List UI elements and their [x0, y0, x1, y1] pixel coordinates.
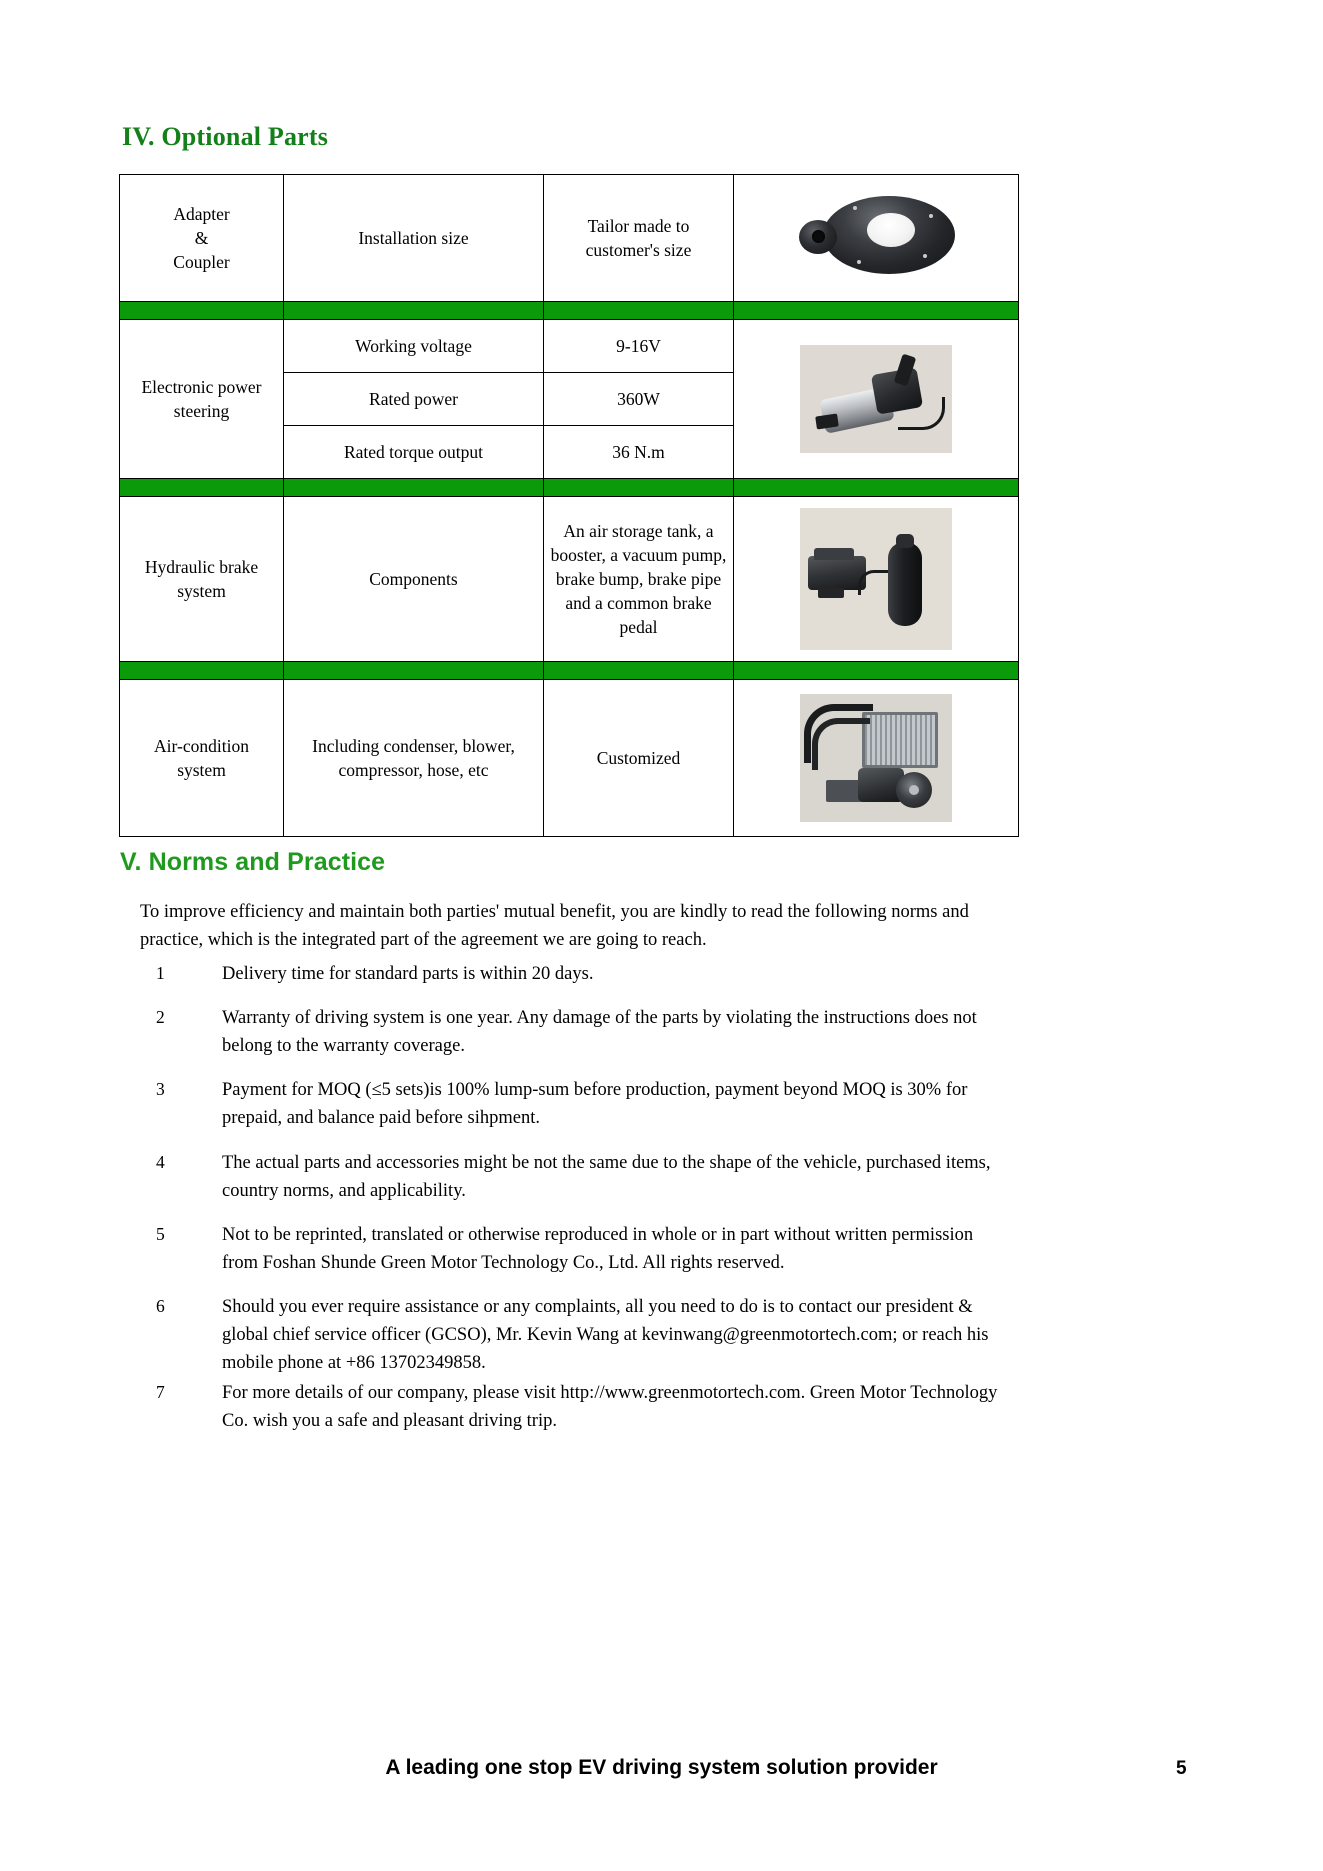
table-row [120, 497, 1019, 662]
section-heading-optional-parts: IV. Optional Parts [122, 122, 329, 151]
spec-cell: Rated torque output [284, 426, 544, 479]
list-item-text: Payment for MOQ (≤5 sets)is 100% lump-sum before production, payment beyond MOQ is 30% for prepaid, and balance paid before sihpment. [222, 1080, 968, 1129]
category-line: steering [173, 401, 230, 421]
value-cell: 9-16V [544, 320, 734, 373]
list-item [153, 1149, 1013, 1205]
spec-cell: Installation size [284, 175, 544, 302]
photo-cell [734, 320, 1019, 479]
table-row [120, 320, 1019, 373]
photo-cell [734, 497, 1019, 662]
category-cell [120, 320, 284, 479]
ac-blower-hub [909, 785, 919, 795]
band-cell [734, 479, 1019, 497]
value-cell: 36 N.m [544, 426, 734, 479]
adapter-bolt-hole [853, 206, 857, 210]
band-cell [284, 662, 544, 680]
footer-tagline: A leading one stop EV driving system solution provider [385, 1756, 938, 1779]
band-cell [284, 479, 544, 497]
adapter-bolt-hole [923, 254, 927, 258]
list-item-text: For more details of our company, please visit http://www.greenmotortech.com. Green Motor Technology Co. wish you a safe and pleasant driving trip. [222, 1383, 998, 1432]
norms-intro-paragraph: To improve efficiency and maintain both parties' mutual benefit, you are kindly to read the following norms and practice, which is the integrated part of the agreement we are going to reach. [140, 902, 969, 951]
value-cell [544, 497, 734, 662]
list-item-text: Not to be reprinted, translated or otherwise reproduced in whole or in part without written permission from Foshan Shunde Green Motor Technology Co., Ltd. All rights reserved. [222, 1224, 974, 1273]
band-cell [120, 302, 284, 320]
list-item-number: 3 [156, 1079, 165, 1100]
category-line: Air-condition [154, 735, 249, 756]
band-cell [544, 662, 734, 680]
list-item-number: 6 [156, 1295, 165, 1316]
electronic-power-steering-photo [800, 345, 952, 453]
value-text: Tailor made to customer's size [585, 215, 692, 260]
value-cell: Customized [544, 680, 734, 837]
list-item-text: Should you ever require assistance or any complaints, all you need to do is to contact our president & global chief service officer (GCSO), Mr. Kevin Wang at kevinwang@greenmotortech.com; or reach his mobile phone at +86 13702349858. [222, 1296, 989, 1374]
list-item [153, 960, 1013, 988]
green-separator-band [120, 302, 1019, 320]
list-item [153, 1221, 1013, 1277]
spec-text: Including condenser, blower, compressor, hose, etc [312, 735, 515, 780]
eps-wire-harness [898, 397, 945, 430]
hydraulic-brake-system-photo [800, 508, 952, 650]
band-cell [544, 479, 734, 497]
list-item [153, 1076, 1013, 1132]
list-item-text: Delivery time for standard parts is within 20 days. [222, 964, 594, 984]
spec-cell [284, 680, 544, 837]
green-separator-band [120, 479, 1019, 497]
vacuum-pump-top [814, 548, 854, 560]
adapter-bolt-hole [857, 260, 861, 264]
category-line: system [177, 581, 226, 601]
band-cell [734, 302, 1019, 320]
table-row [120, 680, 1019, 837]
category-cell [120, 680, 284, 837]
spec-cell: Components [284, 497, 544, 662]
category-cell [120, 175, 284, 302]
list-item-number: 5 [156, 1223, 165, 1244]
category-line: Adapter [173, 203, 230, 224]
list-item [153, 1004, 1013, 1060]
list-item-number: 7 [156, 1382, 165, 1403]
band-cell [120, 479, 284, 497]
photo-cell [734, 680, 1019, 837]
list-item [153, 1293, 1013, 1377]
value-text: An air storage tank, a booster, a vacuum pump, brake bump, brake pipe and a common brake pedal [550, 520, 727, 638]
list-item-number: 1 [156, 963, 165, 983]
band-cell [544, 302, 734, 320]
green-separator-band [120, 662, 1019, 680]
category-line: system [177, 760, 226, 780]
category-line: Electronic power [141, 376, 262, 397]
section-heading-norms-and-practice: V. Norms and Practice [120, 848, 386, 876]
air-tank-cap [896, 534, 914, 548]
adapter-boss-hole [812, 230, 825, 243]
table-row [120, 175, 1019, 302]
adapter-coupler-photo [791, 192, 961, 284]
optional-parts-table [119, 174, 1019, 837]
category-line: Coupler [173, 252, 230, 273]
category-line: & [194, 227, 209, 248]
spec-cell: Rated power [284, 373, 544, 426]
norms-list [153, 960, 1013, 1452]
air-condition-system-photo [800, 694, 952, 822]
list-item-text: The actual parts and accessories might be not the same due to the shape of the vehicle, purchased items, country norms, and applicability. [222, 1152, 991, 1201]
category-line: Hydraulic brake [144, 556, 259, 577]
band-cell [120, 662, 284, 680]
list-item-text: Warranty of driving system is one year. Any damage of the parts by violating the instructions does not belong to the warranty coverage. [222, 1008, 977, 1057]
band-cell [734, 662, 1019, 680]
ac-hose [812, 718, 870, 770]
value-cell: 360W [544, 373, 734, 426]
category-cell [120, 497, 284, 662]
spec-cell: Working voltage [284, 320, 544, 373]
list-item-number: 4 [156, 1151, 165, 1172]
band-cell [284, 302, 544, 320]
list-item-number: 2 [156, 1007, 165, 1028]
adapter-bolt-hole [929, 214, 933, 218]
air-storage-tank [888, 542, 922, 626]
value-cell [544, 175, 734, 302]
footer-page-number: 5 [1176, 1758, 1187, 1779]
photo-cell [734, 175, 1019, 302]
condenser-radiator [862, 712, 938, 768]
brake-fitting [818, 588, 844, 598]
list-item [153, 1379, 1013, 1435]
adapter-center-hole [867, 213, 915, 247]
